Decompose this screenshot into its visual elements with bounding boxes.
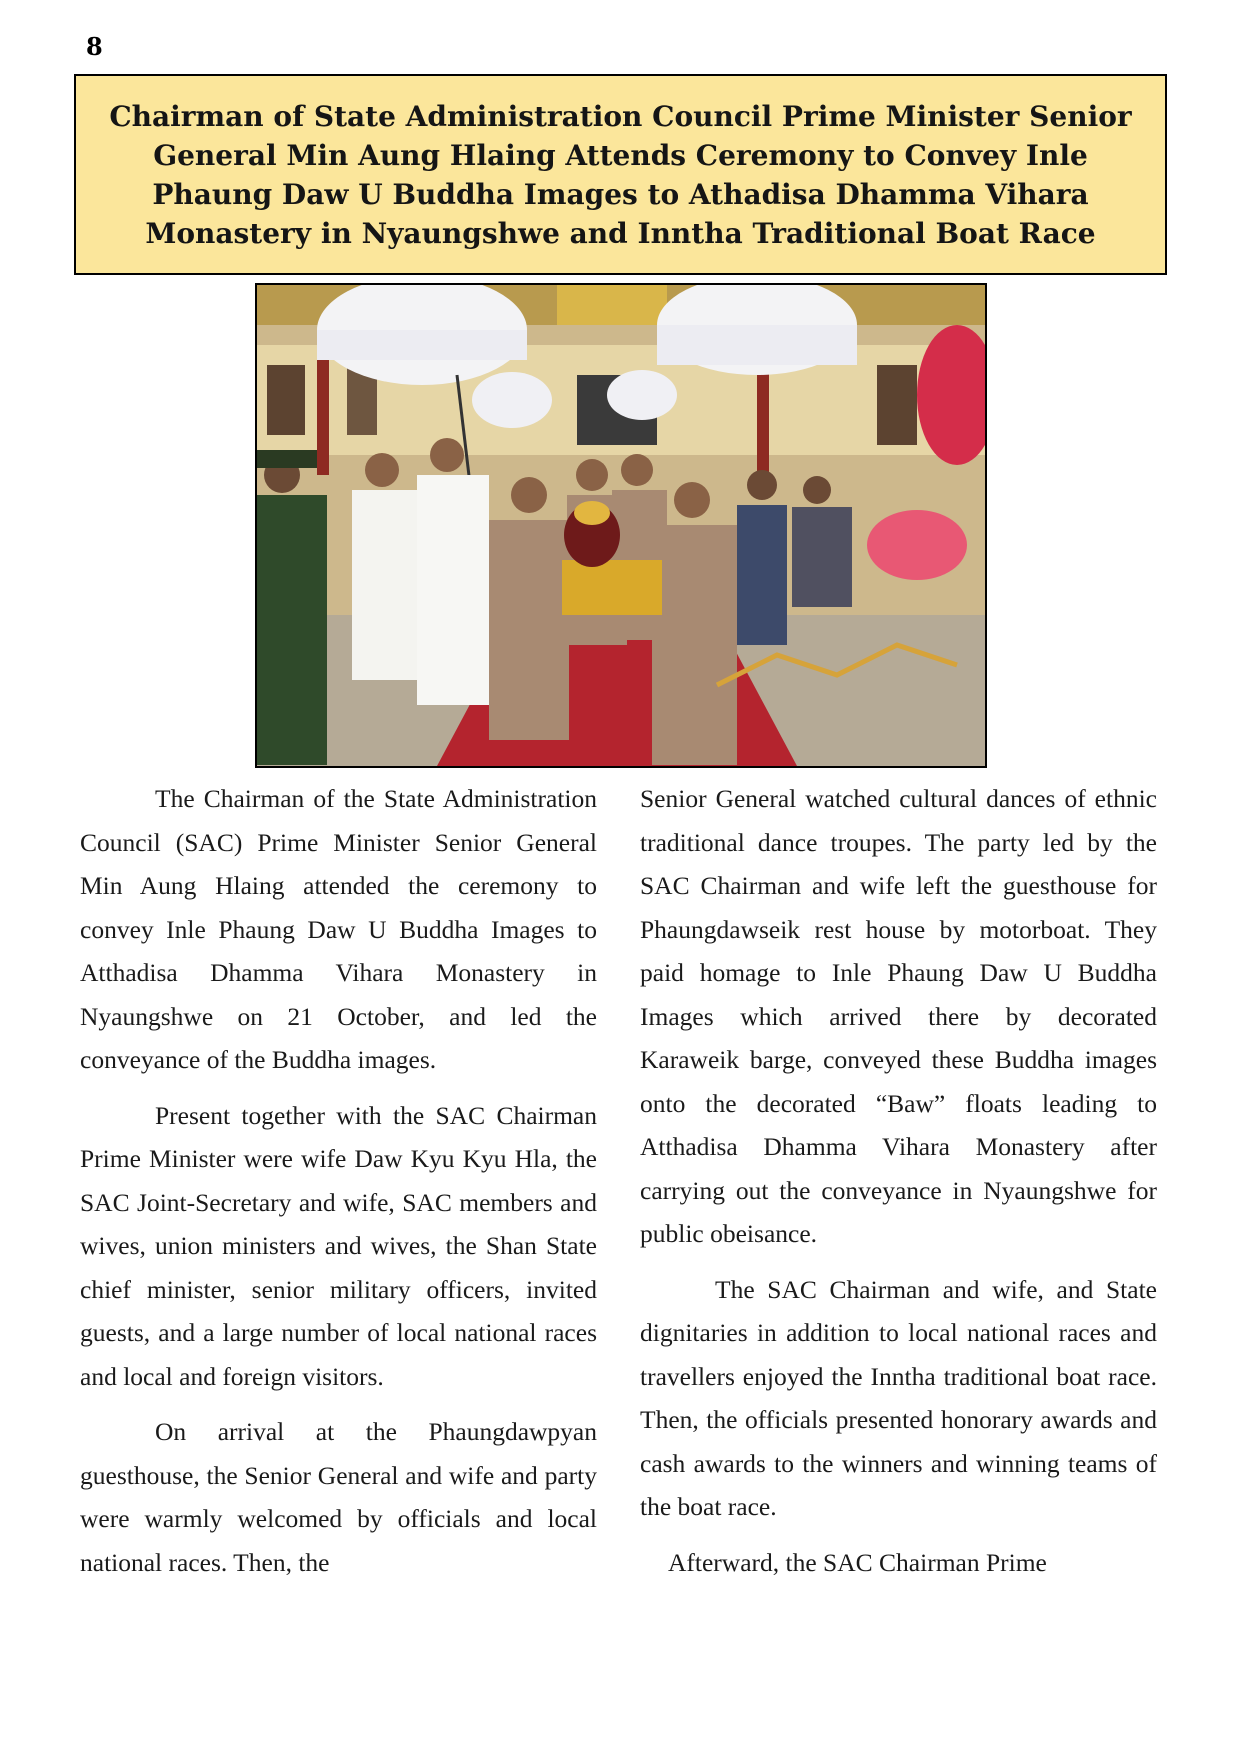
headline-box <box>74 74 1167 275</box>
paragraph: On arrival at the Phaungdawpyan guesthouse, the Senior General and wife and party were warmly welcomed by officials and local national races. Then, the <box>80 1417 597 1577</box>
ceremony-photo <box>255 283 987 768</box>
paragraph: Senior General watched cultural dances of ethnic traditional dance troupes. The party led by the SAC Chairman and wife left the guesthouse for Phaungdawseik rest house by motorboat. They paid homage to Inle Phaung Daw U Buddha Images which arrived there by decorated Karaweik barge, conveyed these Buddha images onto the decorated “Baw” floats leading to Atthadisa Dhamma Vihara Monastery after carrying out the conveyance in Nyaungshwe for public obeisance. <box>640 784 1157 1248</box>
ceremony-photo-illustration <box>257 285 985 766</box>
paragraph: The Chairman of the State Administration Council (SAC) Prime Minister Senior General Min Aung Hlaing attended the ceremony to convey Inle Phaung Daw U Buddha Images to Atthadisa Dhamma Vihara Monastery in Nyaungshwe on 21 October, and led the conveyance of the Buddha images. <box>80 784 597 1074</box>
left-column <box>80 777 597 1596</box>
headline: Chairman of State Administration Council Prime Minister Senior General Min Aung Hlaing Attends Ceremony to Convey Inle Phaung Daw U Buddha Images to Athadisa Dhamma Vihara Monastery in Nyaungshwe and Inntha Traditional Boat Race <box>109 99 1132 250</box>
paragraph: The SAC Chairman and wife, and State dignitaries in addition to local national races and travellers enjoyed the Inntha traditional boat race. Then, the officials presented honorary awards and cash awards to the winners and winning teams of the boat race. <box>640 1274 1157 1521</box>
paragraph: Afterward, the SAC Chairman Prime <box>668 1547 1047 1577</box>
page-number: 8 <box>86 32 103 61</box>
paragraph: Present together with the SAC Chairman Prime Minister were wife Daw Kyu Kyu Hla, the SAC Joint-Secretary and wife, SAC members and wives, union ministers and wives, the Shan State chief minister, senior military officers, invited guests, and a large number of local national races and local and foreign visitors. <box>80 1100 597 1391</box>
right-column <box>640 777 1157 1596</box>
